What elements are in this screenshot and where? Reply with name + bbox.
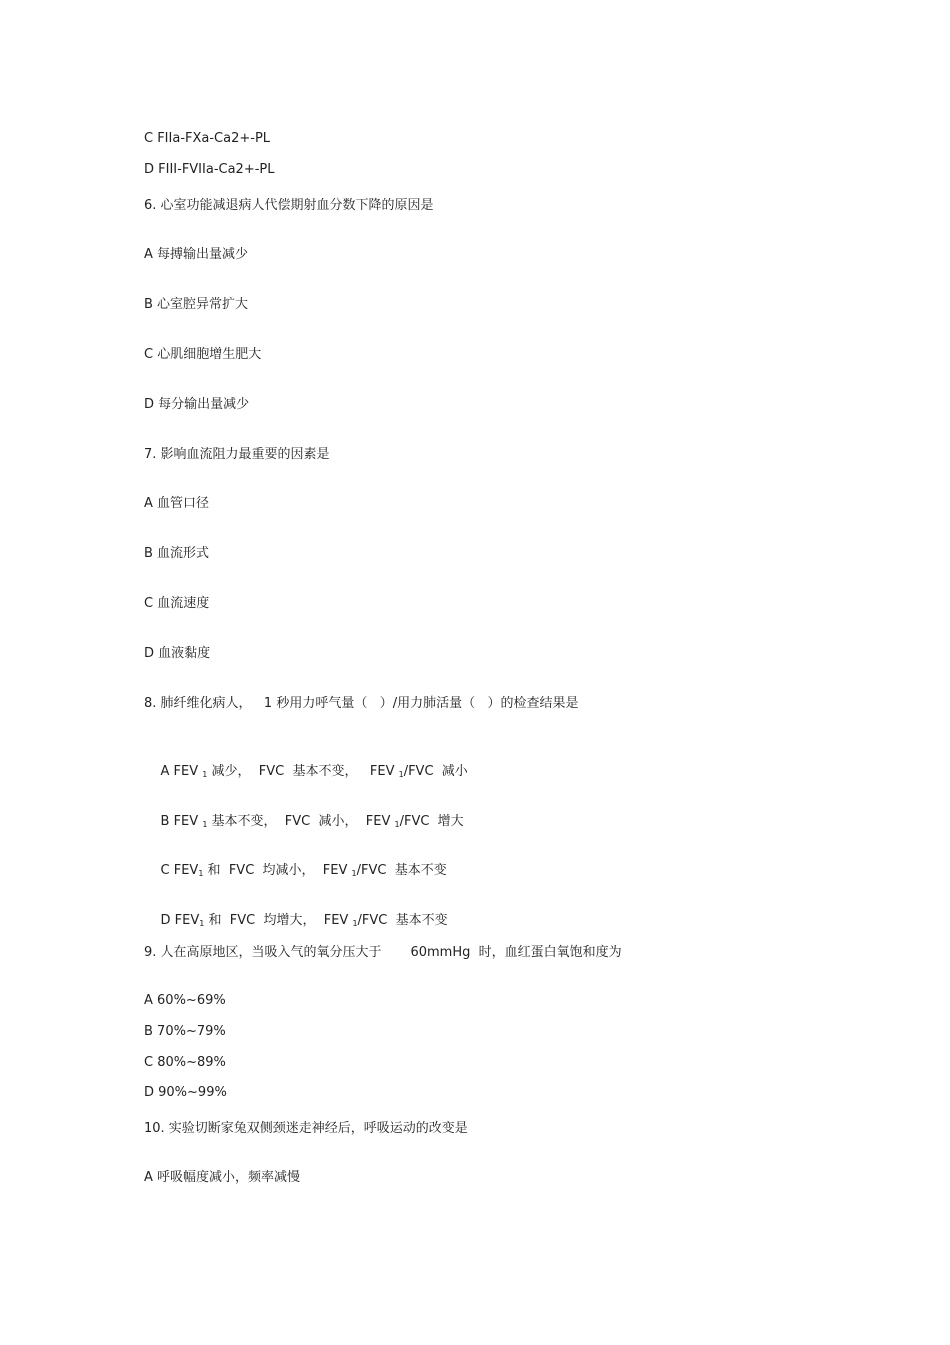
option-8c-part1: C FEV xyxy=(160,863,199,878)
option-8b-part2: 基本不变， FVC 减小， FEV xyxy=(207,814,395,829)
option-8b xyxy=(144,795,464,849)
option-5c: C FIIa-FXa-Ca2+-PL xyxy=(144,131,271,146)
option-6c: C 心肌细胞增生肥大 xyxy=(144,347,262,362)
question-10: 10. 实验切断家兔双侧颈迷走神经后，呼吸运动的改变是 xyxy=(144,1121,468,1136)
option-7d: D 血液黏度 xyxy=(144,646,211,661)
option-8c-part3: /FVC 基本不变 xyxy=(356,863,447,878)
option-7c: C 血流速度 xyxy=(144,596,210,611)
option-8d-sub2: 1 xyxy=(352,919,358,928)
option-5d: D FIII-FVIIa-Ca2+-PL xyxy=(144,162,275,177)
option-8a-part2: 减少， FVC 基本不变， FEV xyxy=(207,764,399,779)
question-8: 8. 肺纤维化病人， 1 秒用力呼气量（ ）/用力肺活量（ ）的检查结果是 xyxy=(144,696,579,711)
option-9b: B 70%~79% xyxy=(144,1024,226,1039)
option-8b-part1: B FEV xyxy=(160,814,203,829)
option-8c xyxy=(144,844,447,898)
question-9: 9. 人在高原地区，当吸入气的氧分压大于 60mmHg 时，血红蛋白氧饱和度为 xyxy=(144,945,622,960)
option-8b-sub2: 1 xyxy=(394,820,400,829)
option-8a xyxy=(144,745,468,799)
option-8d-part2: 和 FVC 均增大， FEV xyxy=(204,913,353,928)
option-8d-sub1: 1 xyxy=(199,919,205,928)
option-8c-sub1: 1 xyxy=(198,869,204,878)
option-8a-part1: A FEV xyxy=(160,764,203,779)
option-8a-part3: /FVC 减小 xyxy=(403,764,468,779)
option-8a-sub1: 1 xyxy=(202,770,208,779)
option-6b: B 心室腔异常扩大 xyxy=(144,297,249,312)
option-8d xyxy=(144,894,448,948)
option-9c: C 80%~89% xyxy=(144,1055,226,1070)
option-8a-sub2: 1 xyxy=(398,770,404,779)
option-8d-part3: /FVC 基本不变 xyxy=(357,913,448,928)
option-8b-part3: /FVC 增大 xyxy=(399,814,464,829)
option-10a: A 呼吸幅度减小，频率减慢 xyxy=(144,1170,301,1185)
question-6: 6. 心室功能减退病人代偿期射血分数下降的原因是 xyxy=(144,198,434,213)
option-8d-part1: D FEV xyxy=(160,913,200,928)
option-8c-sub2: 1 xyxy=(351,869,357,878)
option-6a: A 每搏输出量减少 xyxy=(144,247,249,262)
option-9a: A 60%~69% xyxy=(144,993,226,1008)
option-9d: D 90%~99% xyxy=(144,1085,227,1100)
option-6d: D 每分输出量减少 xyxy=(144,397,250,412)
option-7b: B 血流形式 xyxy=(144,546,210,561)
option-8b-sub1: 1 xyxy=(202,820,208,829)
option-7a: A 血管口径 xyxy=(144,496,210,511)
option-8c-part2: 和 FVC 均减小， FEV xyxy=(203,863,352,878)
question-7: 7. 影响血流阻力最重要的因素是 xyxy=(144,447,330,462)
